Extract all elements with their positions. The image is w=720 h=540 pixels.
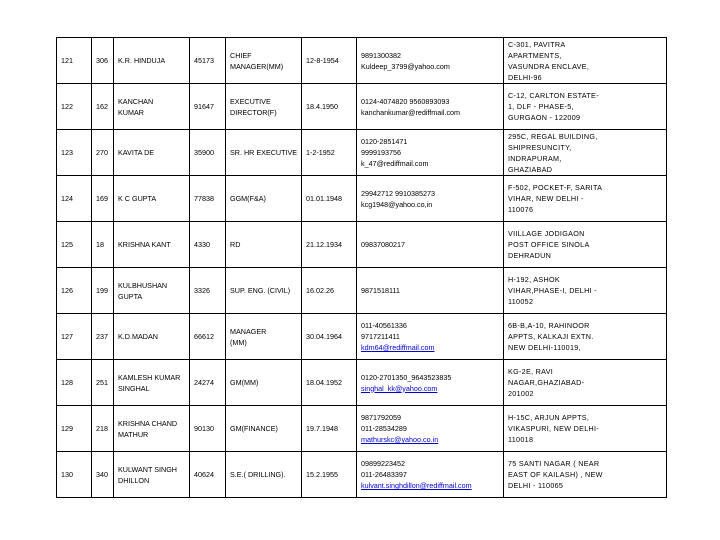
address-cell-line: 201002 xyxy=(508,389,534,398)
name-cell-line: K.R. HINDUJA xyxy=(118,56,166,65)
designation-cell-line: CHIEF xyxy=(230,50,252,60)
address-cell xyxy=(504,360,667,406)
employee-number-cell: 40624 xyxy=(190,452,226,498)
contact-line: Kuldeep_3799@yahoo.com xyxy=(361,61,450,71)
name-cell xyxy=(114,84,190,130)
name-cell xyxy=(114,222,190,268)
name-cell-line: K C GUPTA xyxy=(118,194,157,203)
name-cell-line: KRISHNA CHAND xyxy=(118,418,178,428)
name-cell-line: KULBHUSHAN xyxy=(118,280,168,290)
designation-cell-line: GM(FINANCE) xyxy=(230,424,278,433)
employee-number-cell: 66612 xyxy=(190,314,226,360)
contact-line: kanchankumar@rediffmail.com xyxy=(361,107,461,117)
address-cell-line: F-502, POCKET-F, SARITA xyxy=(508,183,603,192)
date-of-birth-cell: 1-2-1952 xyxy=(302,130,357,176)
table-row xyxy=(57,406,667,452)
contact-cell xyxy=(357,222,504,268)
address-cell-line: 75 SANTI NAGAR ( NEAR xyxy=(508,459,600,468)
address-cell xyxy=(504,268,667,314)
member-id-cell: 306 xyxy=(92,38,114,84)
employee-number-cell: 77838 xyxy=(190,176,226,222)
contact-line: 9891300382 xyxy=(361,50,401,60)
table-row xyxy=(57,268,667,314)
contact-line: 9871792059 xyxy=(361,413,401,422)
address-cell-line: KG-2E, RAVI xyxy=(508,367,554,376)
name-cell-line: DHILLON xyxy=(118,475,150,485)
serial-number-cell: 130 xyxy=(57,452,92,498)
date-of-birth-cell: 19.7.1948 xyxy=(302,406,357,452)
contact-line: 9871518111 xyxy=(361,286,400,295)
designation-cell xyxy=(226,222,302,268)
designation-cell-line: GM(MM) xyxy=(230,378,259,387)
email-link[interactable]: mathurskc@yahoo.co.in xyxy=(361,435,439,444)
table-row xyxy=(57,222,667,268)
address-cell xyxy=(504,452,667,498)
member-id-cell: 18 xyxy=(92,222,114,268)
table-body xyxy=(57,38,667,498)
address-cell xyxy=(504,84,667,130)
contact-line: 09837080217 xyxy=(361,240,405,249)
serial-number-cell: 129 xyxy=(57,406,92,452)
name-cell xyxy=(114,406,190,452)
designation-cell xyxy=(226,176,302,222)
address-cell-line: GURGAON - 122009 xyxy=(508,113,581,122)
employee-number-cell: 90130 xyxy=(190,406,226,452)
serial-number-cell: 123 xyxy=(57,130,92,176)
designation-cell xyxy=(226,314,302,360)
address-cell xyxy=(504,314,667,360)
date-of-birth-cell: 30.04.1964 xyxy=(302,314,357,360)
table-row xyxy=(57,38,667,84)
designation-cell-line: DIRECTOR(F) xyxy=(230,107,277,117)
member-id-cell: 162 xyxy=(92,84,114,130)
name-cell xyxy=(114,314,190,360)
address-cell-line: DEHRADUN xyxy=(508,251,552,260)
name-cell xyxy=(114,130,190,176)
contact-cell xyxy=(357,268,504,314)
name-cell xyxy=(114,38,190,84)
contact-cell xyxy=(357,176,504,222)
table-row xyxy=(57,84,667,130)
designation-cell xyxy=(226,84,302,130)
table-row xyxy=(57,360,667,406)
address-cell xyxy=(504,222,667,268)
date-of-birth-cell: 12-8-1954 xyxy=(302,38,357,84)
name-cell-line: K.D.MADAN xyxy=(118,332,158,341)
designation-cell xyxy=(226,130,302,176)
employee-number-cell: 3326 xyxy=(190,268,226,314)
contact-line: 09899223452 xyxy=(361,459,405,468)
address-cell xyxy=(504,130,667,176)
name-cell xyxy=(114,176,190,222)
designation-cell-line: S.E.( DRILLING). xyxy=(230,470,286,479)
member-id-cell: 218 xyxy=(92,406,114,452)
address-cell-line: VASUNDRA ENCLAVE, xyxy=(508,61,590,71)
contact-line: 0120-2701350_9643523835 xyxy=(361,372,452,382)
employee-number-cell: 91647 xyxy=(190,84,226,130)
name-cell-line: KANCHAN xyxy=(118,96,154,106)
member-id-cell: 270 xyxy=(92,130,114,176)
address-cell-line: GHAZIABAD xyxy=(508,164,553,174)
designation-cell xyxy=(226,268,302,314)
address-cell xyxy=(504,38,667,84)
employee-number-cell: 35900 xyxy=(190,130,226,176)
email-link[interactable]: kdm64@rediffmail.com xyxy=(361,343,435,352)
address-cell-line: SHIPRESUNCITY, xyxy=(508,142,572,152)
contact-line: k_47@rediffmail.com xyxy=(361,159,429,168)
address-cell-line: NEW DELHI-110019, xyxy=(508,343,581,352)
address-cell-line: C-301, PAVITRA xyxy=(508,39,566,49)
name-cell-line: SINGHAL xyxy=(118,383,150,393)
contact-line: kcg1948@yahoo.co,in xyxy=(361,199,433,209)
designation-cell-line: RD xyxy=(230,240,241,249)
member-id-cell: 199 xyxy=(92,268,114,314)
contact-line: 011-26483397 xyxy=(361,470,407,479)
member-id-cell: 169 xyxy=(92,176,114,222)
designation-cell-line: MANAGER(MM) xyxy=(230,61,284,71)
contact-line: 9717211411 xyxy=(361,332,400,341)
table-row xyxy=(57,314,667,360)
date-of-birth-cell: 21.12.1934 xyxy=(302,222,357,268)
address-cell-line: VIHAR,PHASE-I, DELHI - xyxy=(508,286,597,295)
employee-number-cell: 24274 xyxy=(190,360,226,406)
address-cell-line: VIILLAGE JODIGAON xyxy=(508,229,585,238)
contact-cell xyxy=(357,314,504,360)
serial-number-cell: 125 xyxy=(57,222,92,268)
designation-cell xyxy=(226,406,302,452)
designation-cell xyxy=(226,360,302,406)
name-cell xyxy=(114,452,190,498)
member-id-cell: 251 xyxy=(92,360,114,406)
address-cell-line: VIKASPURI, NEW DELHI- xyxy=(508,424,599,433)
name-cell xyxy=(114,360,190,406)
contact-cell xyxy=(357,406,504,452)
contact-line: 0120-2851471 xyxy=(361,137,408,146)
contact-cell xyxy=(357,130,504,176)
address-cell-line: 110076 xyxy=(508,205,534,214)
contact-line: 011-28534289 xyxy=(361,424,407,433)
serial-number-cell: 124 xyxy=(57,176,92,222)
name-cell-line: MATHUR xyxy=(118,429,149,439)
serial-number-cell: 122 xyxy=(57,84,92,130)
table-row xyxy=(57,130,667,176)
address-cell-line: H-192, ASHOK xyxy=(508,275,560,284)
address-cell-line: C-12, CARLTON ESTATE- xyxy=(508,91,599,100)
address-cell-line: 295C, REGAL BUILDING, xyxy=(508,131,598,141)
contact-line: 29942712 9910385273 xyxy=(361,188,435,198)
designation-cell-line: SR. HR EXECUTIVE xyxy=(230,148,298,157)
designation-cell xyxy=(226,38,302,84)
contact-cell xyxy=(357,84,504,130)
serial-number-cell: 126 xyxy=(57,268,92,314)
member-id-cell: 237 xyxy=(92,314,114,360)
address-cell-line: INDRAPURAM, xyxy=(508,153,562,163)
directory-sheet xyxy=(56,37,666,498)
name-cell-line: KULWANT SINGH xyxy=(118,464,177,474)
address-cell-line: APPTS, KALKAJI EXTN. xyxy=(508,332,594,341)
name-cell-line: GUPTA xyxy=(118,291,143,301)
email-link[interactable]: kulvant.singhdillon@rediffmail.com xyxy=(361,481,472,490)
employee-number-cell: 4330 xyxy=(190,222,226,268)
date-of-birth-cell: 18.4.1950 xyxy=(302,84,357,130)
name-cell-line: KAVITA DE xyxy=(118,148,155,157)
employee-number-cell: 45173 xyxy=(190,38,226,84)
contact-cell xyxy=(357,38,504,84)
address-cell xyxy=(504,406,667,452)
address-cell xyxy=(504,176,667,222)
address-cell-line: 110052 xyxy=(508,297,534,306)
date-of-birth-cell: 16.02.26 xyxy=(302,268,357,314)
designation-cell-line: (MM) xyxy=(230,337,247,347)
contact-line: 9999193756 xyxy=(361,148,401,157)
address-cell-line: DELHI - 110065 xyxy=(508,481,564,490)
contact-cell xyxy=(357,360,504,406)
designation-cell-line: GGM(F&A) xyxy=(230,194,266,203)
serial-number-cell: 128 xyxy=(57,360,92,406)
member-id-cell: 340 xyxy=(92,452,114,498)
address-cell-line: 110018 xyxy=(508,435,534,444)
address-cell-line: POST OFFICE SINOLA xyxy=(508,240,590,249)
address-cell-line: VIHAR, NEW DELHI - xyxy=(508,194,584,203)
address-cell-line: NAGAR,GHAZIABAD- xyxy=(508,378,585,387)
serial-number-cell: 127 xyxy=(57,314,92,360)
table-row xyxy=(57,452,667,498)
date-of-birth-cell: 15.2.1955 xyxy=(302,452,357,498)
address-cell-line: DELHI-96 xyxy=(508,72,542,82)
date-of-birth-cell: 18.04.1952 xyxy=(302,360,357,406)
date-of-birth-cell: 01.01.1948 xyxy=(302,176,357,222)
address-cell-line: 6B-B,A-10, RAHINOOR xyxy=(508,321,590,330)
name-cell-line: KRISHNA KANT xyxy=(118,240,171,249)
contact-line: 011-40561336 xyxy=(361,321,407,330)
address-cell-line: APARTMENTS, xyxy=(508,50,562,60)
contact-line: 0124-4074820 9560893093 xyxy=(361,96,450,106)
designation-cell-line: MANAGER xyxy=(230,326,267,336)
serial-number-cell: 121 xyxy=(57,38,92,84)
name-cell xyxy=(114,268,190,314)
table-row xyxy=(57,176,667,222)
designation-cell-line: EXECUTIVE xyxy=(230,96,271,106)
address-cell-line: H-15C, ARJUN APPTS, xyxy=(508,413,590,422)
member-directory-table xyxy=(56,37,667,498)
name-cell-line: KAMLESH KUMAR xyxy=(118,372,181,382)
contact-cell xyxy=(357,452,504,498)
name-cell-line: KUMAR xyxy=(118,107,144,117)
address-cell-line: 1, DLF - PHASE-5, xyxy=(508,102,574,111)
address-cell-line: EAST OF KAILASH) , NEW xyxy=(508,470,603,479)
email-link[interactable]: singhal_kk@yahoo.com xyxy=(361,383,438,393)
designation-cell xyxy=(226,452,302,498)
designation-cell-line: SUP. ENG. (CIVIL) xyxy=(230,286,291,295)
